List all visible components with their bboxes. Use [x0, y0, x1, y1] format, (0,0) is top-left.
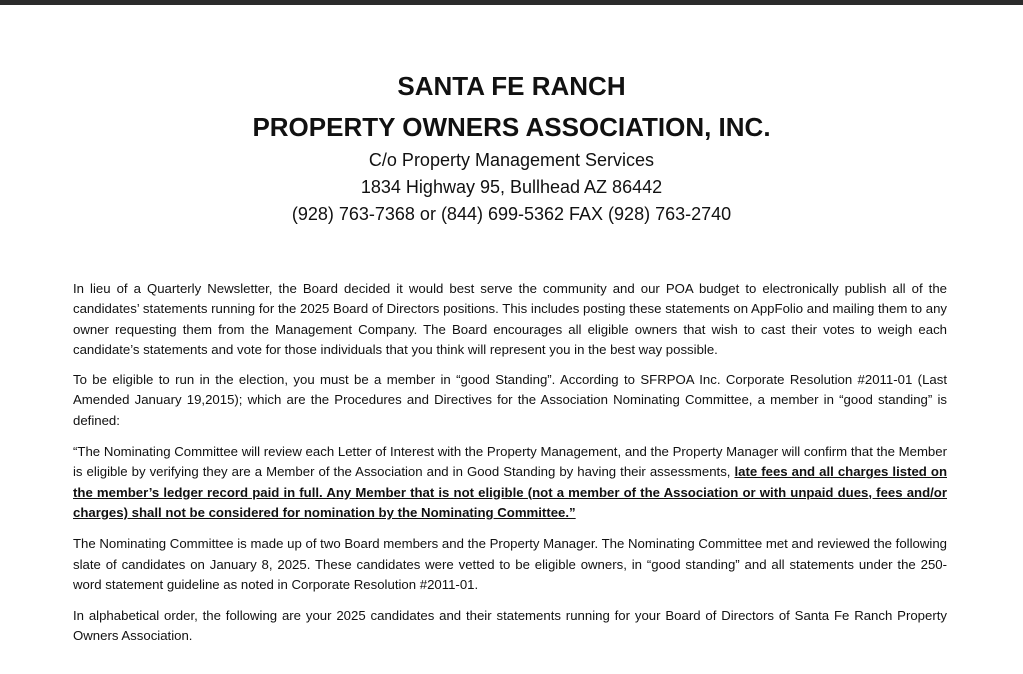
paragraph-nominating-committee: The Nominating Committee is made up of two Board members and the Property Manager. The Nominating Committee met and reviewed the following slate of candidates on January 8, 2025. These candidates were vetted to be eligible owners, in “good standing” and all statements under the 250-word statement guideline as noted in Corporate Resolution #2011-01.	[73, 536, 947, 592]
paragraph-eligibility: To be eligible to run in the election, you must be a member in “good Standing”. According to SFRPOA Inc. Corporate Resolution #2011-01 (Last Amended January 19,2015); which are the Procedures and Directives for the Association Nominating Committee, a member in “good standing” is defined:	[73, 372, 947, 428]
quote-emphasis-text: late fees and all charges listed on the member’s ledger record paid in full. Any Member that is not eligible (not a member of the Association or with unpaid dues, fees and/or charges) shall not be considered for nomination by the Nominating Committee.”	[73, 464, 947, 520]
paragraph-intro: In lieu of a Quarterly Newsletter, the Board decided it would best serve the community and our POA budget to electronically publish all of the candidates’ statements running for the 2025 Board of Directors positions. This includes posting these statements on AppFolio and mailing them to any owner requesting them from the Management Company. The Board encourages all eligible owners that wish to cast their votes to weigh each candidate’s statements and vote for those individuals that you think will represent you in the best way possible.	[73, 281, 947, 357]
paragraph-good-standing-quote	[73, 442, 947, 523]
org-name-line-1: SANTA FE RANCH	[397, 71, 626, 101]
phone-fax-line: (928) 763-7368 or (844) 699-5362 FAX (928) 763-2740	[291, 204, 732, 224]
quote-plain-text: “The Nominating Committee will review each Letter of Interest with the Property Management, and the Property Manager will confirm that the Member is eligible by verifying they are a Member of the Association and in Good Standing by having their assessments,	[73, 444, 947, 480]
paragraph-candidates-intro: In alphabetical order, the following are your 2025 candidates and their statements running for your Board of Directors of Santa Fe Ranch Property Owners Association.	[73, 608, 947, 644]
letterhead	[0, 70, 1023, 228]
care-of-line: C/o Property Management Services	[368, 150, 655, 170]
top-border-bar	[0, 0, 1023, 5]
document-body	[73, 279, 947, 658]
street-address: 1834 Highway 95, Bullhead AZ 86442	[360, 177, 663, 197]
org-name-line-2: PROPERTY OWNERS ASSOCIATION, INC.	[252, 112, 771, 142]
